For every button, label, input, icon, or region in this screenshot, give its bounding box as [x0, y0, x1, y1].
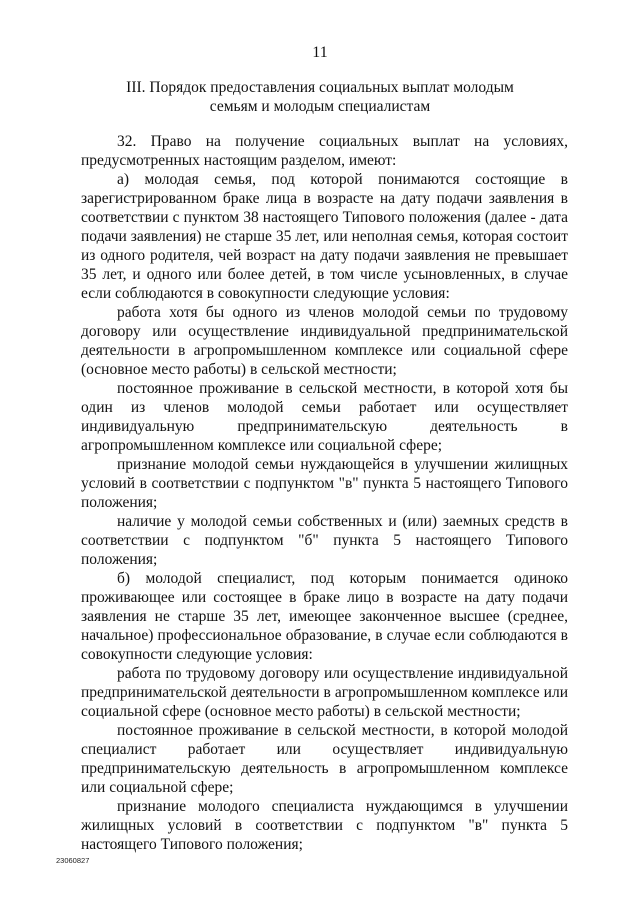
paragraph-a-young-family: а) молодая семья, под которой понимаются состоящие в зарегистрированном браке лица в возрасте на дату подачи заявления в соответствии с пунктом 38 настоящего Типового положения (далее - дата подачи заявления) не старше 35 лет, или неполная семья, которая состоит из одного родителя, чей возраст на дату подачи заявления не превышает 35 лет, и одного или более детей, в том числе усыновленных, в случае если соблюдаются в совокупности следующие условия: — [81, 171, 568, 302]
condition-family-residence: постоянное проживание в сельской местности, в которой хотя бы один из членов молодой семьи работает или осуществляет индивидуальную предпринимательскую деятельность в агропромышленном комплексе или социальной сфере; — [81, 380, 568, 454]
paragraph-b-young-specialist: б) молодой специалист, под которым понимается одиноко проживающее или состоящее в браке лицо в возрасте на дату подачи заявления не старше 35 лет, имеющее законченное высшее (среднее, начальное) профессиональное образование, в случае если соблюдаются в совокупности следующие условия: — [81, 570, 568, 663]
body-text — [81, 132, 568, 854]
document-code: 23060827 — [56, 856, 90, 865]
condition-specialist-residence: постоянное проживание в сельской местности, в которой молодой специалист работает или осуществляет индивидуальную предпринимательскую деятельность в агропромышленном комплексе или социальной сфере; — [81, 722, 568, 796]
condition-family-funds: наличие у молодой семьи собственных и (или) заемных средств в соответствии с подпунктом "б" пункта 5 настоящего Типового положения; — [81, 513, 568, 568]
condition-family-housing-need: признание молодой семьи нуждающейся в улучшении жилищных условий в соответствии с подпунктом "в" пункта 5 настоящего Типового положения; — [81, 456, 568, 511]
paragraph-32: 32. Право на получение социальных выплат на условиях, предусмотренных настоящим разделом, имеют: — [81, 133, 568, 169]
condition-specialist-work: работа по трудовому договору или осуществление индивидуальной предпринимательской деятельности в агропромышленном комплексе или социальной сфере (основное место работы) в сельской местности; — [81, 665, 568, 720]
section-title: III. Порядок предоставления социальных выплат молодым семьям и молодым специалистам — [126, 79, 514, 115]
condition-specialist-housing-need: признание молодого специалиста нуждающимся в улучшении жилищных условий в соответствии с подпунктом "в" пункта 5 настоящего Типового положения; — [81, 798, 568, 853]
condition-family-work: работа хотя бы одного из членов молодой семьи по трудовому договору или осуществление индивидуальной предпринимательской деятельности в агропромышленном комплексе или социальной сфере (основное место работы) в сельской местности; — [81, 304, 568, 378]
page-number: 11 — [312, 44, 328, 61]
